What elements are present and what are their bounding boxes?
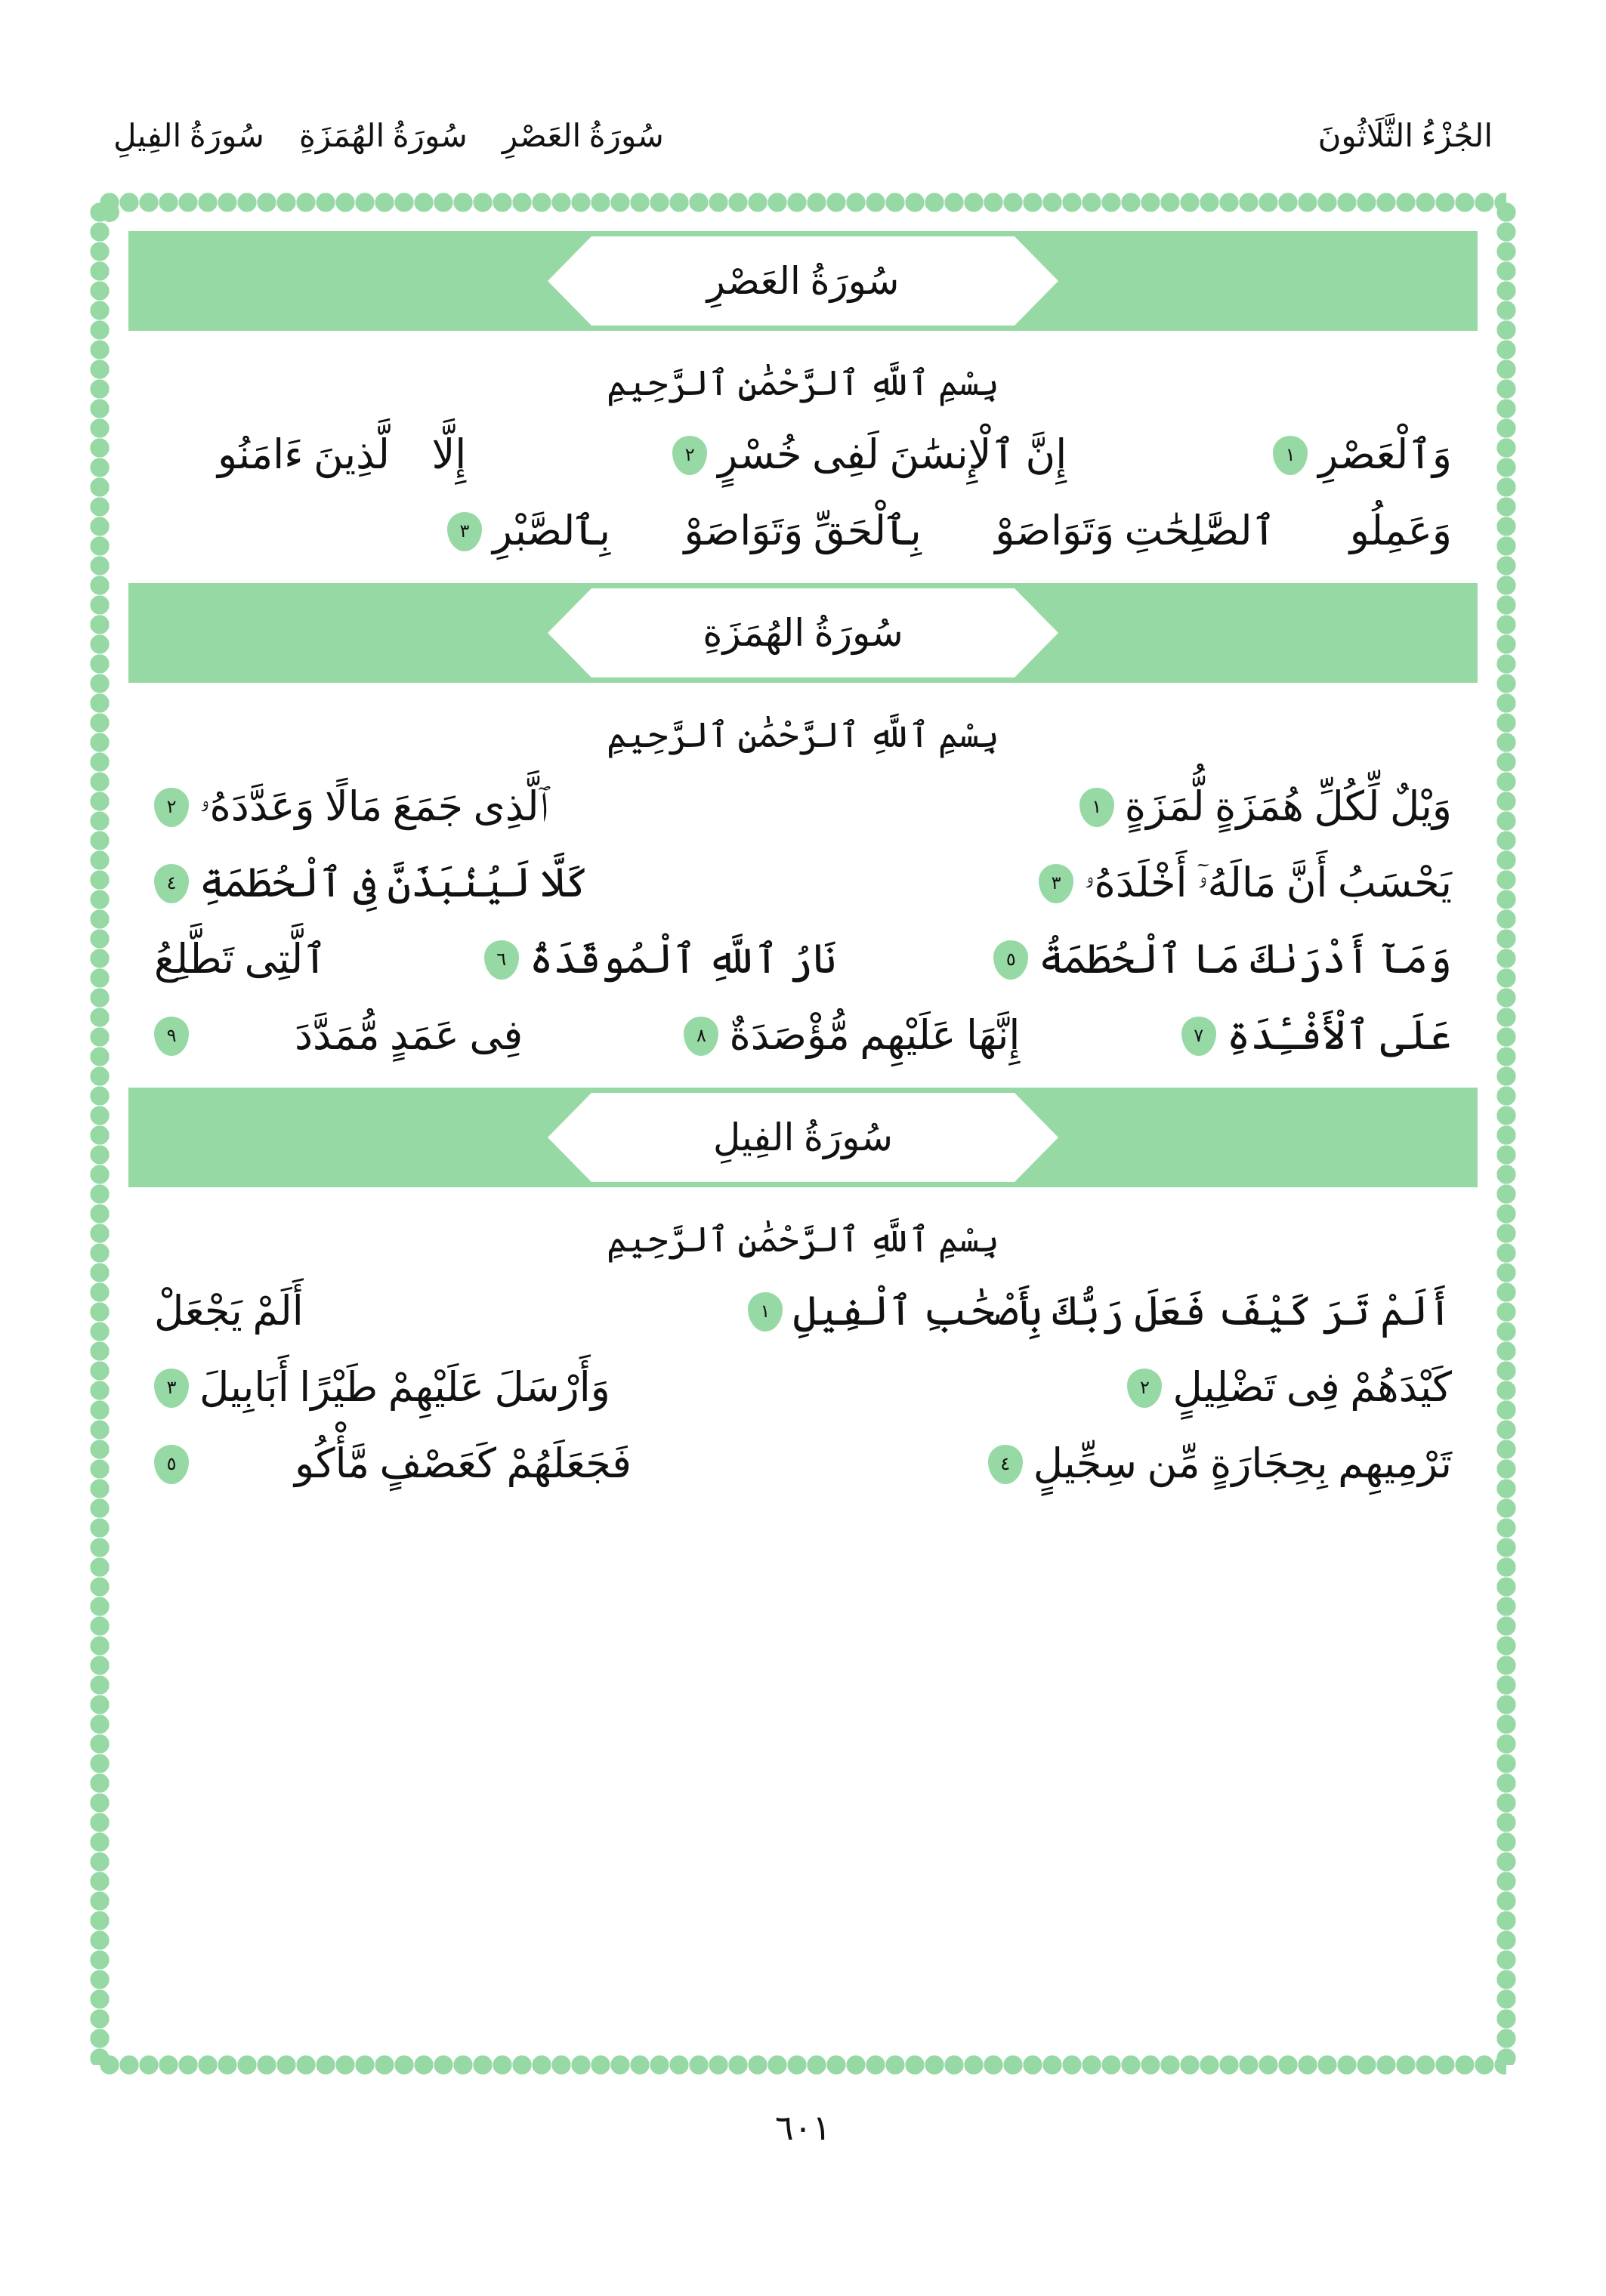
ayah-text: إِلَّا ٱلَّذِينَ ءَامَنُوا۟ [154, 432, 467, 477]
ayah-segment [993, 929, 1452, 990]
ayah-text: فَجَعَلَهُمْ كَعَصْفٍ مَّأْكُولٍۭ [199, 1441, 632, 1486]
ayah-number-marker: ٣ [1039, 864, 1073, 903]
sura-body [128, 331, 1478, 583]
ayah-text: ٱلَّتِى تَطَّلِعُ [154, 937, 327, 982]
ayah-text: ٱلَّذِى جَمَعَ مَالًا وَعَدَّدَهُۥ [199, 784, 548, 829]
sura-body [128, 1187, 1478, 1516]
sura-title: سُورَةُ العَصْرِ [706, 260, 900, 302]
sura-title-band [128, 231, 1478, 331]
ayah-line [154, 1273, 1452, 1350]
ayah-text: وَأَرْسَلَ عَلَيْهِمْ طَيْرًا أَبَابِيلَ [199, 1365, 610, 1410]
page-number: ٦٠١ [774, 2109, 832, 2147]
header-sura-name: سُورَةُ الفِيلِ [113, 119, 264, 154]
ayah-text: كَيْدَهُمْ فِى تَضْلِيلٍ [1172, 1365, 1452, 1410]
sura-title-cartouche [591, 236, 1015, 326]
ayah-segment [447, 501, 1452, 562]
ayah-line [154, 998, 1452, 1074]
ayah-text: وَيْلٌ لِّكُلِّ هُمَزَةٍ لُّمَزَةٍ [1124, 784, 1452, 829]
ayah-text: وَعَمِلُوا۟ ٱلصَّٰلِحَٰتِ وَتَوَاصَوْا۟ بِٱلْحَقِّ وَتَوَاصَوْا۟ بِٱلصَّبْرِ [492, 508, 1452, 554]
ayah-line [154, 1426, 1452, 1502]
ayah-text: أَلَمْ تَرَ كَيْفَ فَعَلَ رَبُّكَ بِأَصْحَٰبِ ٱلْفِيلِ [792, 1288, 1452, 1334]
ayah-text: إِنَّهَا عَلَيْهِم مُّؤْصَدَةٌ [729, 1013, 1021, 1058]
ayah-text: تَرْمِيهِم بِحِجَارَةٍ مِّن سِجِّيلٍ [1033, 1441, 1452, 1486]
ayah-segment [154, 424, 466, 486]
ayah-segment [684, 1005, 1020, 1066]
ayah-number-marker: ٥ [993, 940, 1028, 980]
ayah-segment [154, 1433, 632, 1495]
ayah-text: يَحْسَبُ أَنَّ مَالَهُۥٓ أَخْلَدَهُۥ [1084, 860, 1452, 906]
ayah-number-marker: ٣ [154, 1369, 189, 1408]
ayah-line [154, 1350, 1452, 1426]
ayah-line [154, 921, 1452, 998]
ayah-text: نَارُ ٱللَّهِ ٱلْمُوقَدَةُ [529, 937, 837, 982]
ayah-segment [154, 929, 327, 990]
ayah-text: كَلَّا لَيُنۢبَذَنَّ فِى ٱلْحُطَمَةِ [199, 860, 589, 906]
ayah-number-marker: ٦ [484, 940, 519, 980]
sura-body [128, 683, 1478, 1088]
ayah-segment [748, 1281, 1452, 1342]
ayah-segment [1181, 1005, 1452, 1066]
sura-title-cartouche [591, 588, 1015, 677]
ayah-number-marker: ٥ [154, 1445, 189, 1484]
header-sura-list [113, 117, 664, 155]
ayah-text: وَمَآ أَدْرَىٰكَ مَا ٱلْحُطَمَةُ [1039, 937, 1452, 982]
ayah-segment [484, 929, 837, 990]
ayah-number-marker: ١ [1273, 436, 1308, 475]
basmala: بِسْمِ ٱللَّهِ ٱلرَّحْمَٰنِ ٱلرَّحِيمِ [607, 364, 999, 403]
ayah-segment [154, 853, 588, 914]
ayah-number-marker: ٤ [154, 864, 189, 903]
ayah-number-marker: ١ [748, 1292, 783, 1332]
ayah-number-marker: ٤ [988, 1445, 1023, 1484]
ayah-number-marker: ٣ [447, 512, 482, 551]
ayah-segment [154, 1005, 523, 1066]
ayah-segment [672, 424, 1067, 486]
sura-title-band [128, 1088, 1478, 1187]
ayah-segment [1039, 853, 1452, 914]
ayah-text: وَٱلْعَصْرِ [1318, 432, 1452, 477]
ayah-number-marker: ١ [1079, 788, 1114, 827]
sura-title-cartouche [591, 1093, 1015, 1182]
ayah-segment [154, 1281, 304, 1342]
ayah-number-marker: ٢ [154, 788, 189, 827]
ayah-segment [1127, 1357, 1452, 1418]
page-content [128, 231, 1478, 2036]
ayah-text: أَلَمْ يَجْعَلْ [154, 1288, 304, 1334]
ayah-segment [988, 1433, 1452, 1495]
ayah-line [154, 493, 1452, 569]
ayah-segment [1079, 776, 1452, 838]
ayah-segment [1273, 424, 1452, 486]
header-sura-name: سُورَةُ الهُمَزَةِ [298, 119, 468, 154]
ayah-number-marker: ٧ [1181, 1017, 1216, 1056]
ayah-segment [154, 776, 548, 838]
ayah-text: إِنَّ ٱلْإِنسَٰنَ لَفِى خُسْرٍ [718, 432, 1067, 477]
ayah-number-marker: ٩ [154, 1017, 189, 1056]
basmala: بِسْمِ ٱللَّهِ ٱلرَّحْمَٰنِ ٱلرَّحِيمِ [607, 1221, 999, 1259]
ayah-text: فِى عَمَدٍ مُّمَدَّدَةٍۭ [199, 1013, 523, 1058]
ayah-line [154, 769, 1452, 845]
ayah-number-marker: ٢ [1127, 1369, 1162, 1408]
ayah-text: عَلَى ٱلْأَفْـِٔدَةِ [1226, 1013, 1452, 1058]
sura-title: سُورَةُ الهُمَزَةِ [703, 612, 903, 654]
ayah-line [154, 417, 1452, 493]
ayah-number-marker: ٨ [684, 1017, 718, 1056]
ayah-number-marker: ٢ [672, 436, 707, 475]
basmala: بِسْمِ ٱللَّهِ ٱلرَّحْمَٰنِ ٱلرَّحِيمِ [607, 716, 999, 755]
ayah-segment [154, 1357, 610, 1418]
juz-label: الجُزْءُ الثَّلَاثُونَ [1317, 119, 1493, 154]
header-sura-name: سُورَةُ العَصْرِ [502, 119, 664, 154]
ayah-line [154, 845, 1452, 921]
sura-title-band [128, 583, 1478, 683]
sura-title: سُورَةُ الفِيلِ [713, 1116, 893, 1159]
page-header [113, 106, 1493, 166]
